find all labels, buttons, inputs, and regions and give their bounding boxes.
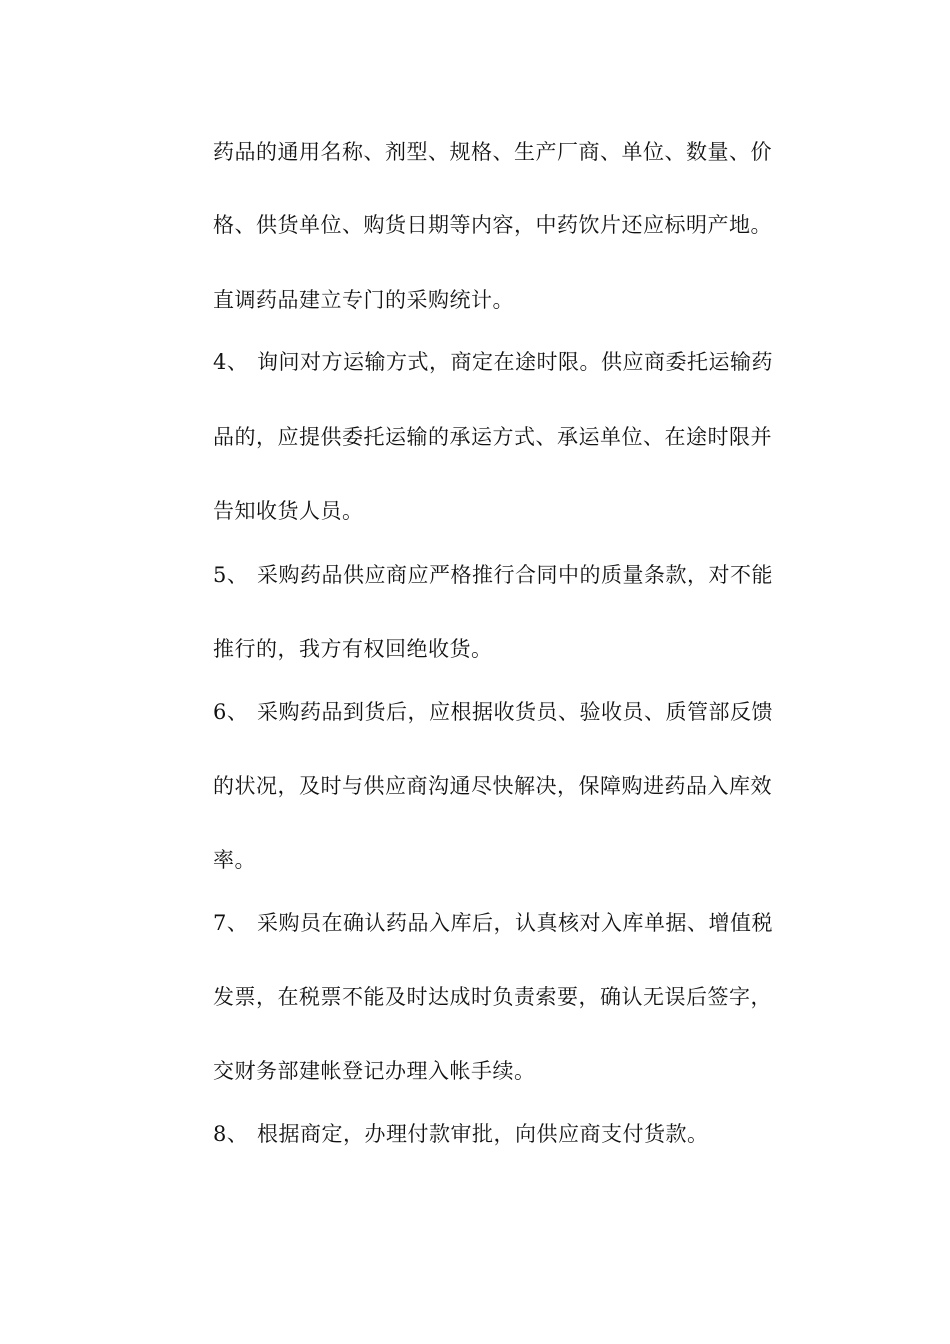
line-text: 采购药品供应商应严格推行合同中的质量条款，对不能 — [257, 563, 773, 587]
line-text: 品的，应提供委托运输的承运方式、承运单位、在途时限并 — [213, 425, 772, 449]
text-line — [213, 286, 813, 314]
list-item-8 — [213, 1120, 813, 1148]
item-number: 4、 — [213, 350, 249, 374]
text-line — [213, 423, 813, 451]
line-text: 发票，在税票不能及时达成时负责索要，确认无误后签字， — [213, 985, 772, 1009]
line-text: 率。 — [213, 848, 256, 872]
item-number: 5、 — [213, 563, 249, 587]
list-item-5 — [213, 561, 813, 589]
line-text: 的状况，及时与供应商沟通尽快解决，保障购进药品入库效 — [213, 774, 772, 798]
text-line — [213, 846, 813, 874]
line-text: 药品的通用名称、剂型、规格、生产厂商、单位、数量、价 — [213, 140, 772, 164]
text-line — [213, 635, 813, 663]
text-line — [213, 983, 813, 1011]
text-line — [213, 497, 813, 525]
list-item-7 — [213, 909, 813, 937]
text-line — [213, 211, 813, 239]
line-text: 采购员在确认药品入库后，认真核对入库单据、增值税 — [257, 911, 773, 935]
line-text: 直调药品建立专门的采购统计。 — [213, 288, 514, 312]
item-number: 6、 — [213, 700, 249, 724]
text-line — [213, 772, 813, 800]
text-line — [213, 1057, 813, 1085]
line-text: 根据商定，办理付款审批，向供应商支付货款。 — [257, 1122, 709, 1146]
line-text: 交财务部建帐登记办理入帐手续。 — [213, 1059, 536, 1083]
text-line — [213, 138, 813, 166]
line-text: 格、供货单位、购货日期等内容，中药饮片还应标明产地。 — [213, 213, 772, 237]
line-text: 询问对方运输方式，商定在途时限。供应商委托运输药 — [257, 350, 773, 374]
line-text: 采购药品到货后，应根据收货员、验收员、质管部反馈 — [257, 700, 773, 724]
item-number: 7、 — [213, 911, 249, 935]
item-number: 8、 — [213, 1122, 249, 1146]
list-item-4 — [213, 348, 813, 376]
line-text: 推行的，我方有权回绝收货。 — [213, 637, 493, 661]
line-text: 告知收货人员。 — [213, 499, 364, 523]
list-item-6 — [213, 698, 813, 726]
